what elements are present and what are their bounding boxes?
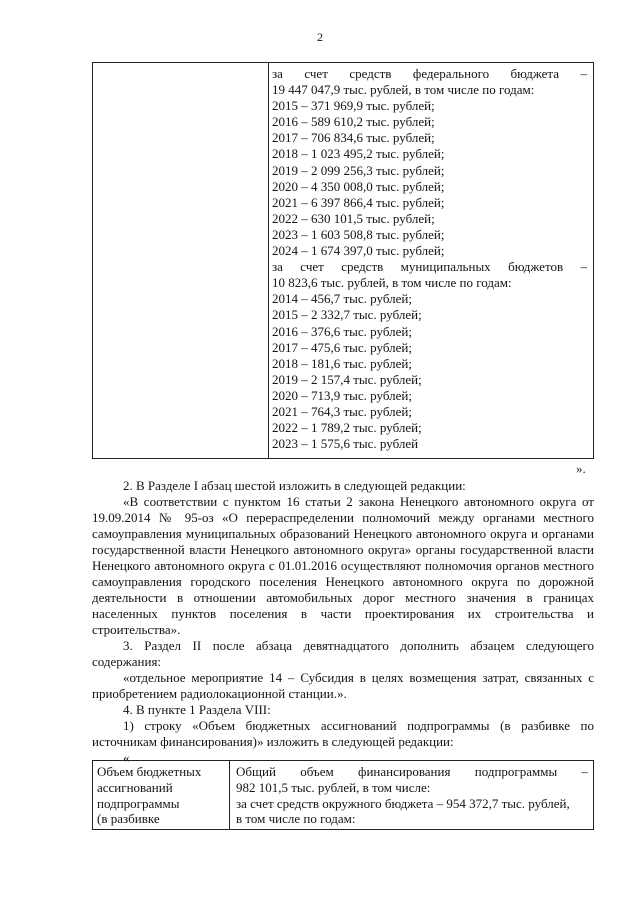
funding-line: 2014 – 456,7 тыс. рублей; xyxy=(272,291,412,307)
paragraph-3: 3. Раздел II после абзаца девятнадцатого дополнить абзацем следующего содержания: xyxy=(92,638,594,669)
paragraph-3-quote: «отдельное мероприятие 14 – Субсидия в целях возмещения затрат, связанных с приобретением радиолокационной станции.». xyxy=(92,670,594,701)
quote-close-mark: ». xyxy=(576,461,586,476)
funding-lines xyxy=(272,66,587,452)
funding-line: 10 823,6 тыс. рублей, в том числе по годам: xyxy=(272,275,512,291)
funding-line: за счет средств муниципальных бюджетов – xyxy=(272,259,587,275)
paragraph-4: 4. В пункте 1 Раздела VIII: xyxy=(123,702,271,717)
funding-line: 2018 – 181,6 тыс. рублей; xyxy=(272,355,412,371)
funding-line: 2024 – 1 674 397,0 тыс. рублей; xyxy=(272,243,445,259)
row-label-cell xyxy=(93,761,230,830)
row-value-line: в том числе по годам: xyxy=(236,811,356,827)
funding-line: 2022 – 1 789,2 тыс. рублей; xyxy=(272,420,422,436)
funding-line: 2023 – 1 603 508,8 тыс. рублей; xyxy=(272,226,445,242)
quote-open-mark: « xyxy=(123,750,130,765)
funding-line: 2023 – 1 575,6 тыс. рублей xyxy=(272,436,419,452)
row-value-line: Общий объем финансирования подпрограммы – xyxy=(236,764,588,779)
subprogram-budget-table xyxy=(92,760,594,830)
page-number: 2 xyxy=(317,30,323,44)
funding-line: 2021 – 764,3 тыс. рублей; xyxy=(272,403,412,419)
funding-line: 2019 – 2 099 256,3 тыс. рублей; xyxy=(272,162,445,178)
row-value-line: за счет средств окружного бюджета – 954 372,7 тыс. рублей, xyxy=(236,795,570,811)
funding-line: за счет средств федерального бюджета – xyxy=(272,66,587,81)
paragraph-4-item-1: 1) строку «Объем бюджетных ассигнований подпрограммы (в разбивке по источникам финансирования)» изложить в следующей редакции: xyxy=(92,718,594,749)
funding-line: 2019 – 2 157,4 тыс. рублей; xyxy=(272,371,422,387)
row-value-line: 982 101,5 тыс. рублей, в том числе: xyxy=(236,779,431,795)
funding-line: 2020 – 4 350 008,0 тыс. рублей; xyxy=(272,178,445,194)
amendments-text xyxy=(92,478,594,766)
row-value-cell xyxy=(230,761,594,830)
funding-line: 2016 – 376,6 тыс. рублей; xyxy=(272,323,412,339)
row-label-line: Объем бюджетных xyxy=(97,764,202,779)
funding-table-continued xyxy=(92,62,594,459)
funding-line: 19 447 047,9 тыс. рублей, в том числе по годам: xyxy=(272,82,535,98)
funding-line: 2020 – 713,9 тыс. рублей; xyxy=(272,387,412,403)
paragraph-2: 2. В Разделе I абзац шестой изложить в следующей редакции: xyxy=(123,478,466,493)
funding-line: 2022 – 630 101,5 тыс. рублей; xyxy=(272,210,435,226)
paragraph-2-quote: «В соответствии с пунктом 16 статьи 2 закона Ненецкого автономного округа от 19.09.2014 № 95-оз «О перераспределении полномочий между органами местного самоуправления муниципальных образований Ненецкого автономного округа и органами государственной власти Ненецкого автономного округа» органы государственной власти Ненецкого автономного округа с 01.01.2016 осуществляют полномочия органов местного самоуправления городского поселения Ненецкого автономного округа по дорожной деятельности в отношении автомобильных дорог местного значения в границах населенных пунктов поселения в части проектирования их строительства и строительства». xyxy=(92,494,594,637)
funding-line: 2015 – 371 969,9 тыс. рублей; xyxy=(272,98,435,114)
table-right-cell xyxy=(269,63,594,459)
row-label-line: подпрограммы xyxy=(97,795,180,811)
row-label-line: ассигнований xyxy=(97,779,173,795)
funding-line: 2017 – 475,6 тыс. рублей; xyxy=(272,339,412,355)
row-label-line: (в разбивке xyxy=(97,811,160,827)
funding-line: 2017 – 706 834,6 тыс. рублей; xyxy=(272,130,435,146)
funding-line: 2015 – 2 332,7 тыс. рублей; xyxy=(272,307,422,323)
funding-line: 2016 – 589 610,2 тыс. рублей; xyxy=(272,114,435,130)
table-left-cell-empty xyxy=(93,63,269,459)
funding-line: 2018 – 1 023 495,2 тыс. рублей; xyxy=(272,146,445,162)
funding-line: 2021 – 6 397 866,4 тыс. рублей; xyxy=(272,194,445,210)
